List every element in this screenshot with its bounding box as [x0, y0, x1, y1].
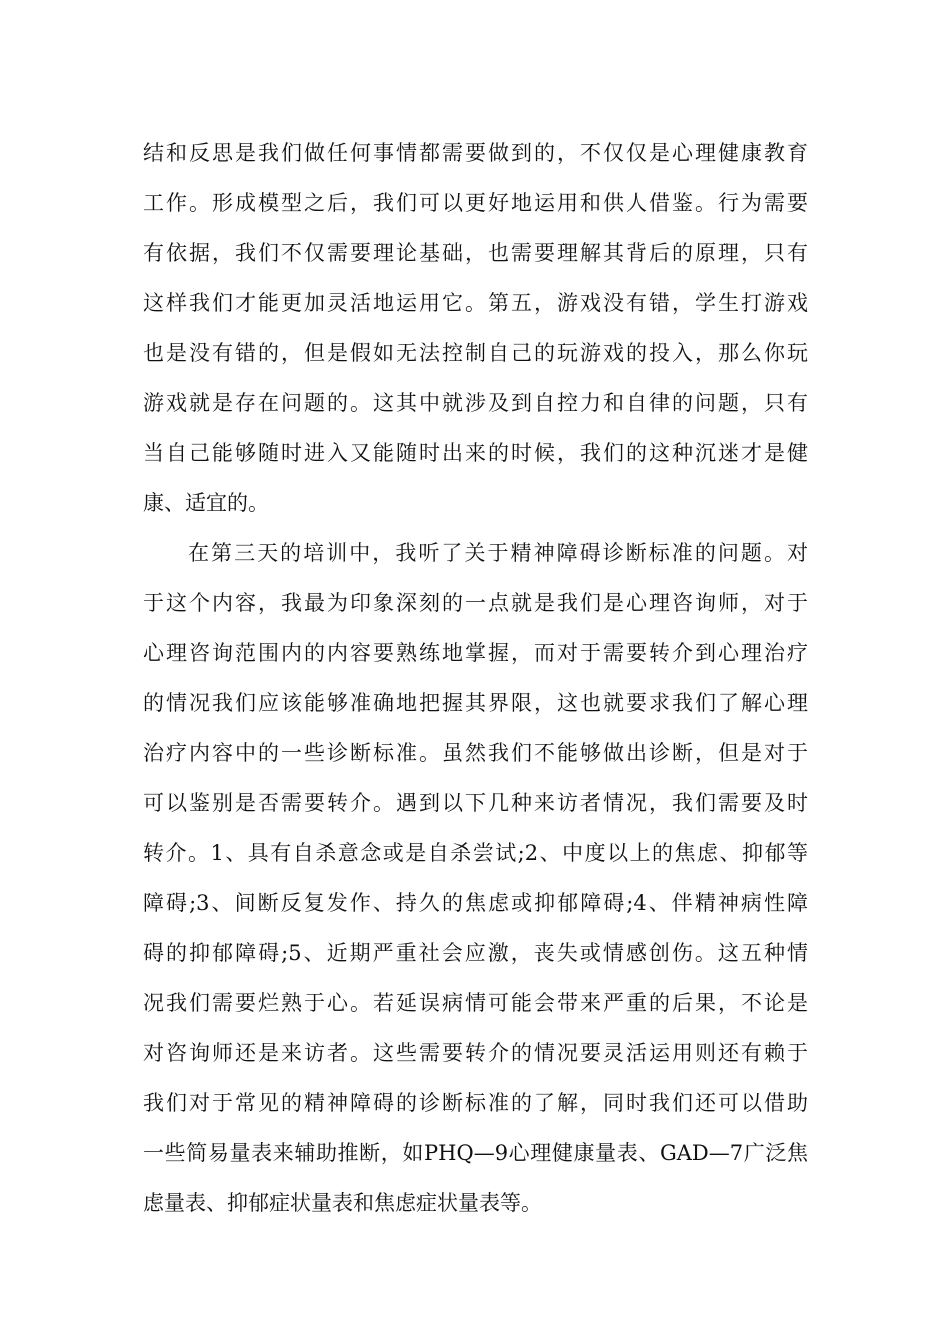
- text-line: 的情况我们应该能够准确地把握其界限，这也就要求我们了解心理: [143, 691, 808, 715]
- text-line: 于这个内容，我最为印象深刻的一点就是我们是心理咨询师，对于: [143, 591, 808, 615]
- text-line: 也是没有错的，但是假如无法控制自己的玩游戏的投入，那么你玩: [143, 341, 808, 365]
- paragraph-2: [143, 528, 808, 1228]
- text-line: 碍的抑郁障碍;5、近期严重社会应激，丧失或情感创伤。这五种情: [143, 941, 808, 965]
- text-line: 况我们需要烂熟于心。若延误病情可能会带来严重的后果，不论是: [143, 991, 808, 1015]
- text-line: 这样我们才能更加灵活地运用它。第五，游戏没有错，学生打游戏: [143, 291, 808, 315]
- text-line: 虑量表、抑郁症状量表和焦虑症状量表等。: [143, 1191, 542, 1215]
- text-line: 对咨询师还是来访者。这些需要转介的情况要灵活运用则还有赖于: [143, 1041, 808, 1065]
- text-line: 一些简易量表来辅助推断，如PHQ—9心理健康量表、GAD—7广泛焦: [143, 1141, 808, 1165]
- text-line: 障碍;3、间断反复发作、持久的焦虑或抑郁障碍;4、伴精神病性障: [143, 891, 808, 915]
- text-line: 转介。1、具有自杀意念或是自杀尝试;2、中度以上的焦虑、抑郁等: [143, 841, 808, 865]
- text-line: 结和反思是我们做任何事情都需要做到的，不仅仅是心理健康教育: [143, 141, 808, 165]
- text-line: 游戏就是存在问题的。这其中就涉及到自控力和自律的问题，只有: [143, 391, 808, 415]
- text-line: 工作。形成模型之后，我们可以更好地运用和供人借鉴。行为需要: [143, 191, 808, 215]
- paragraph-1: [143, 128, 808, 528]
- text-line: 我们对于常见的精神障碍的诊断标准的了解，同时我们还可以借助: [143, 1091, 808, 1115]
- text-line: 康、适宜的。: [143, 491, 269, 515]
- text-line: 在第三天的培训中，我听了关于精神障碍诊断标准的问题。对: [188, 541, 808, 565]
- text-line: 心理咨询范围内的内容要熟练地掌握，而对于需要转介到心理治疗: [143, 641, 808, 665]
- document-body: [143, 128, 808, 1228]
- text-line: 可以鉴别是否需要转介。遇到以下几种来访者情况，我们需要及时: [143, 791, 808, 815]
- text-line: 有依据，我们不仅需要理论基础，也需要理解其背后的原理，只有: [143, 241, 808, 265]
- text-line: 治疗内容中的一些诊断标准。虽然我们不能够做出诊断，但是对于: [143, 741, 808, 765]
- text-line: 当自己能够随时进入又能随时出来的时候，我们的这种沉迷才是健: [143, 441, 808, 465]
